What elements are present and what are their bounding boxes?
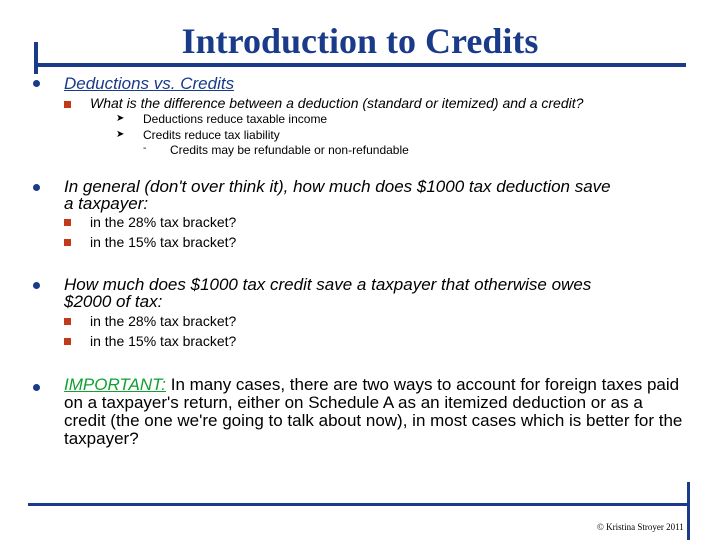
bullet-dot-icon	[33, 282, 40, 289]
section2-item-1: in the 28% tax bracket?	[90, 214, 237, 230]
important-text: In many cases, there are two ways to account for foreign taxes paid on a taxpayer's return, either on Schedule A as an itemized deduction or as a credit (the one we're going to talk about now), in most cases which is better for the taxpayer?	[64, 375, 683, 448]
copyright-note: © Kristina Stroyer 2011	[597, 522, 684, 532]
bullet-dot-icon	[33, 80, 40, 87]
section3-item-1: in the 28% tax bracket?	[90, 313, 237, 329]
slide-title: Introduction to Credits	[181, 21, 539, 61]
section2-line-1: In general (don't over think it), how much does $1000 tax deduction save	[64, 177, 611, 196]
bottom-right-tick	[687, 482, 690, 540]
deductions-vs-credits-link[interactable]: Deductions vs. Credits	[64, 74, 235, 93]
bullet-square-icon	[64, 318, 71, 325]
top-rule	[34, 63, 686, 67]
section1-subpoint: Credits may be refundable or non-refundable	[170, 143, 409, 157]
section3-line-1: How much does $1000 tax credit save a taxpayer that otherwise owes	[64, 275, 592, 294]
section2-line-2: a taxpayer:	[64, 194, 149, 213]
section1-point-1: Deductions reduce taxable income	[143, 112, 328, 126]
important-label: IMPORTANT:	[64, 375, 166, 394]
bullet-square-icon	[64, 101, 71, 108]
bullet-square-icon	[64, 239, 71, 246]
bullet-dot-icon	[33, 184, 40, 191]
bullet-dot-icon	[33, 384, 40, 391]
arrow-bullet-icon: ➤	[116, 129, 125, 140]
section2-item-2: in the 15% tax bracket?	[90, 234, 237, 250]
bullet-square-icon	[64, 338, 71, 345]
section3-item-2: in the 15% tax bracket?	[90, 333, 237, 349]
section3-line-2: $2000 of tax:	[64, 292, 163, 311]
bottom-rule	[28, 503, 690, 506]
dash-bullet-icon: -	[143, 143, 147, 154]
important-paragraph	[64, 376, 689, 448]
section1-point-2: Credits reduce tax liability	[143, 128, 280, 142]
arrow-bullet-icon: ➤	[116, 113, 125, 124]
section1-question: What is the difference between a deduction (standard or itemized) and a credit?	[90, 95, 584, 111]
bullet-square-icon	[64, 219, 71, 226]
